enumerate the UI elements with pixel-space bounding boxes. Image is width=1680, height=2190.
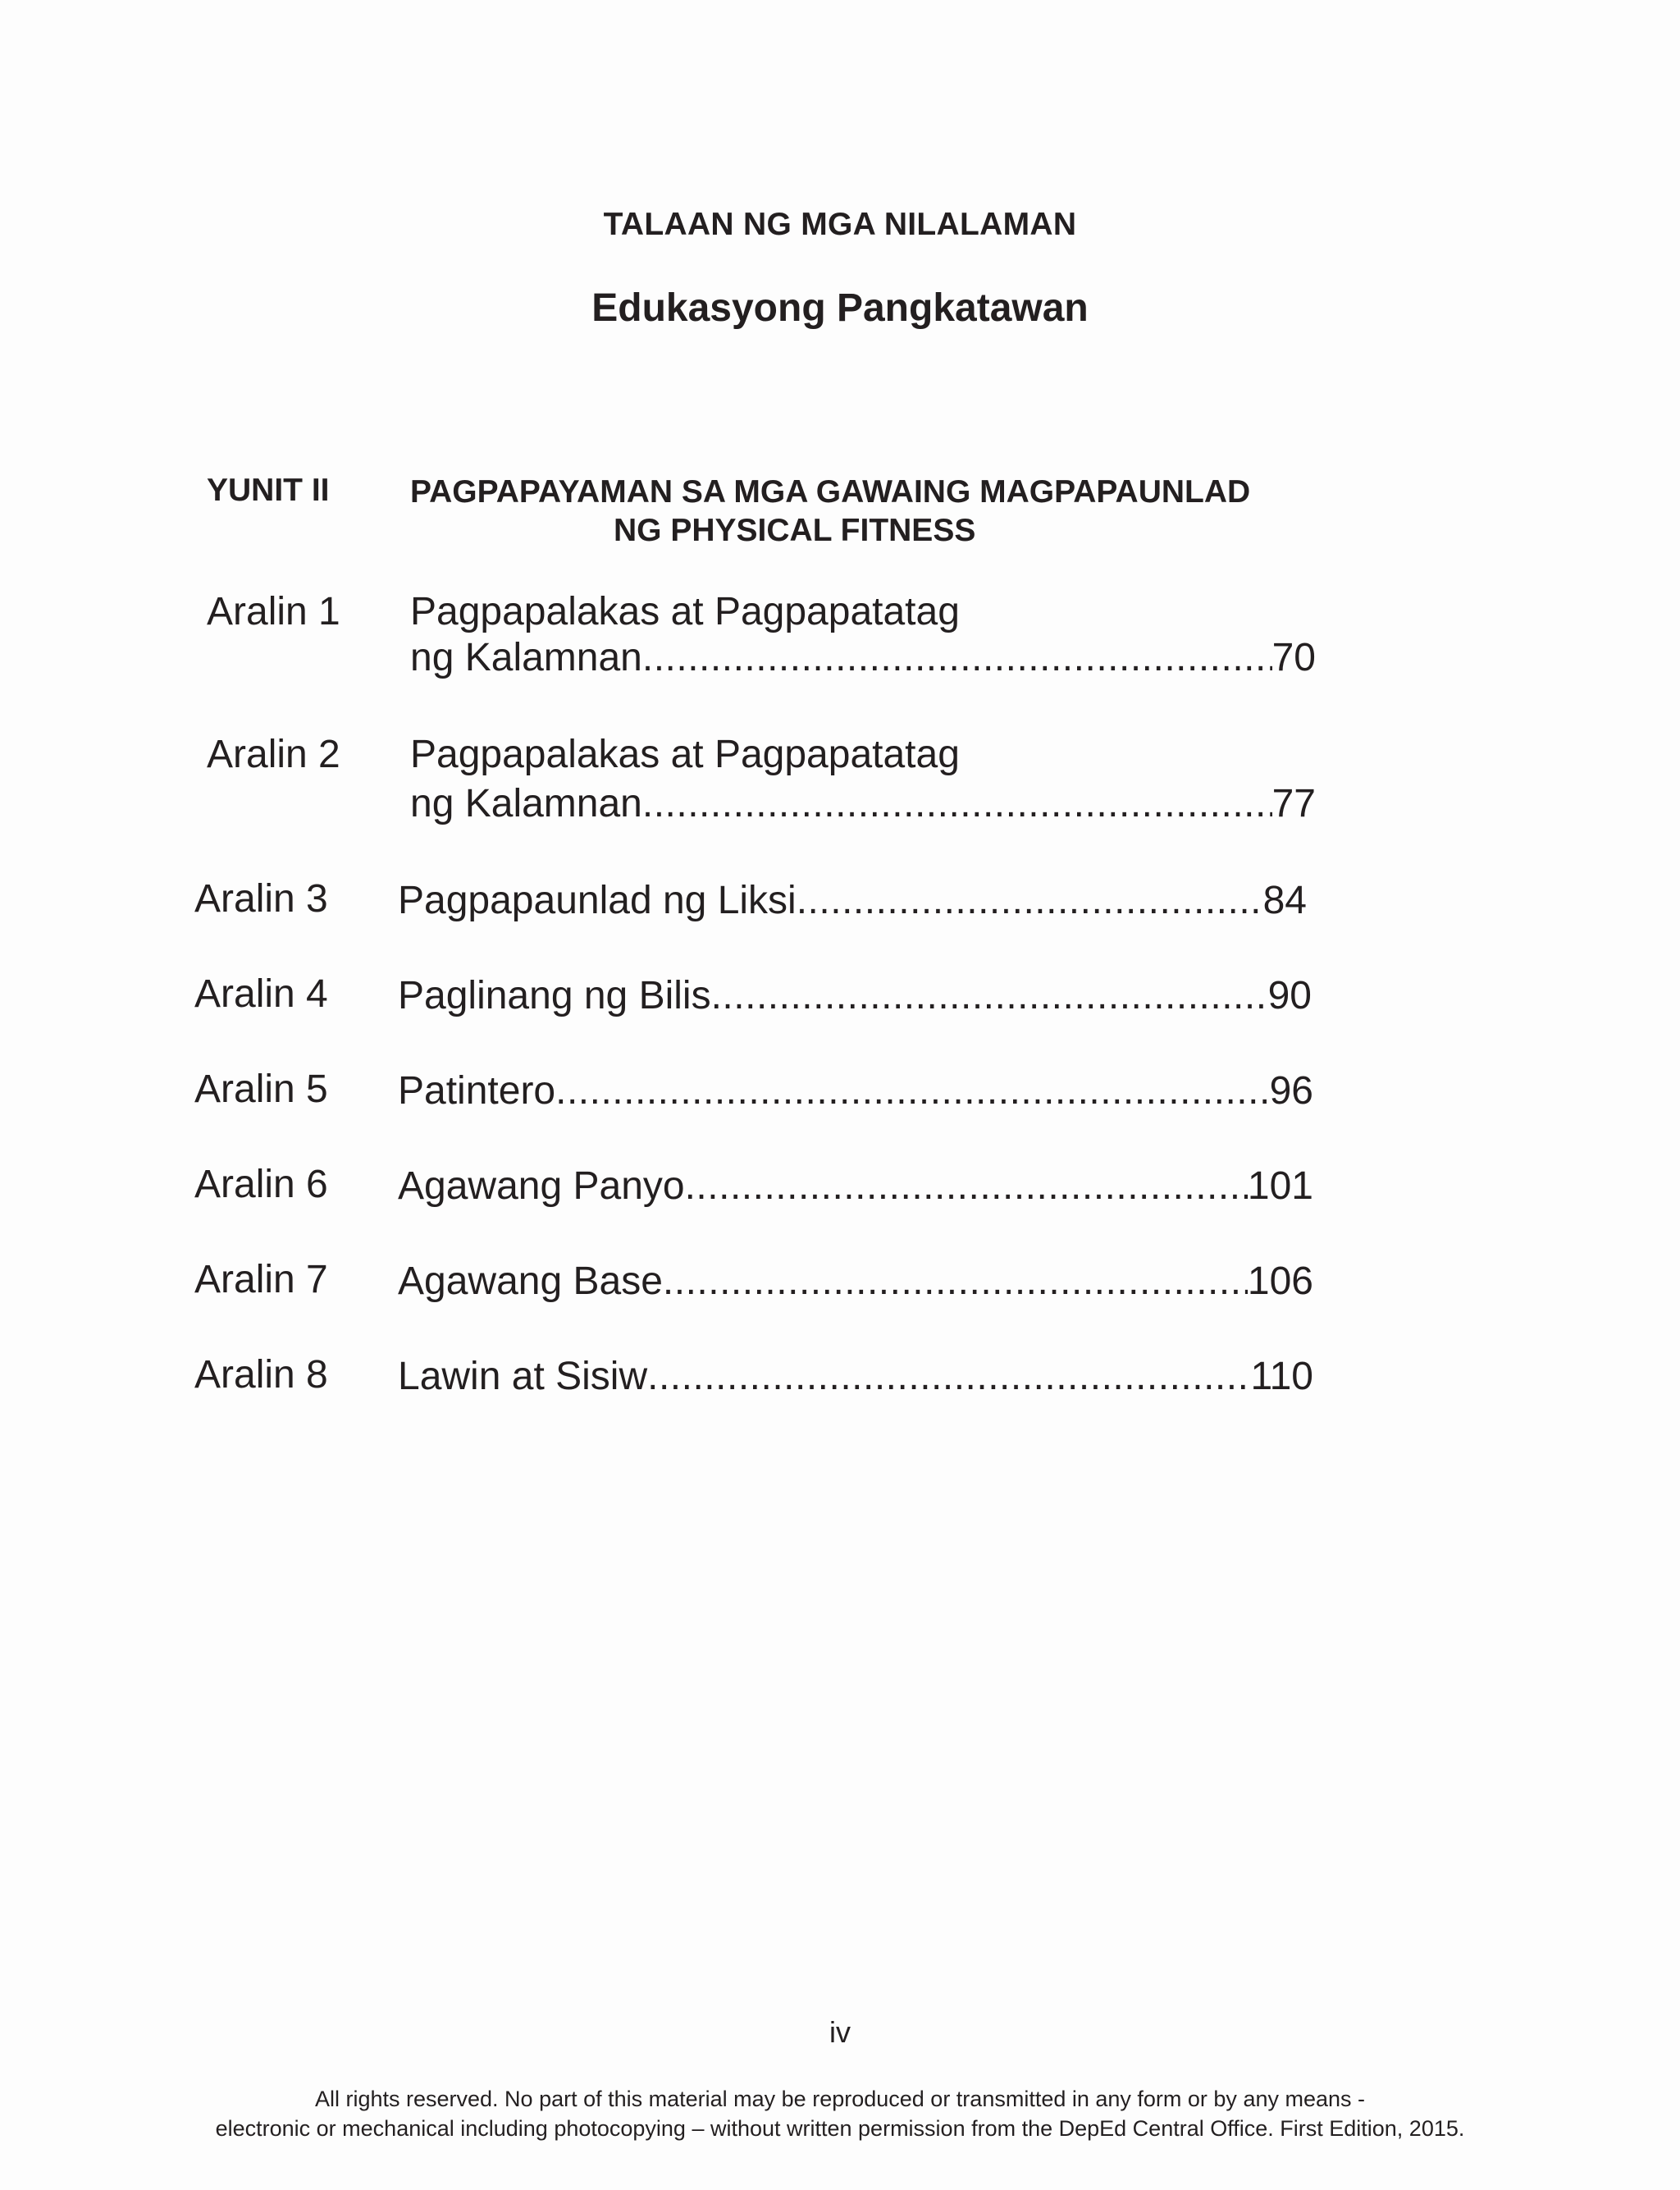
aralin-1-page: 70 — [1271, 636, 1316, 679]
aralin-8-title: Lawin at Sisiw — [398, 1355, 648, 1398]
toc-entry-aralin-7[interactable] — [398, 1257, 1313, 1306]
dot-leader — [711, 972, 1268, 1021]
toc-entry-aralin-1[interactable] — [410, 633, 1316, 683]
aralin-3-label: Aralin 3 — [194, 877, 328, 921]
copyright-line-2: electronic or mechanical including photocopying – without written permission from the DepEd Central Office. First Edition, 2015. — [215, 2116, 1465, 2141]
toc-entry-aralin-6[interactable] — [398, 1162, 1313, 1211]
dot-leader — [685, 1162, 1248, 1211]
toc-entry-aralin-4[interactable] — [398, 972, 1312, 1021]
aralin-7-label: Aralin 7 — [194, 1258, 328, 1301]
aralin-7-page: 106 — [1247, 1260, 1313, 1303]
unit-label: YUNIT II — [207, 473, 330, 508]
aralin-4-label: Aralin 4 — [194, 972, 328, 1016]
toc-title: TALAAN NG MGA NILALAMAN — [603, 207, 1077, 242]
aralin-3-page: 84 — [1262, 879, 1307, 922]
unit-title-line1: PAGPAPAYAMAN SA MGA GAWAING MAGPAPAUNLAD — [410, 474, 1251, 510]
dot-leader — [797, 876, 1263, 926]
dot-leader — [555, 1067, 1269, 1116]
page-number: iv — [829, 2015, 851, 2049]
aralin-6-label: Aralin 6 — [194, 1163, 328, 1206]
aralin-2-title-line2: ng Kalamnan — [410, 782, 642, 825]
aralin-1-title-line1: Pagpapalakas at Pagpapatatag — [410, 590, 960, 633]
aralin-5-page: 96 — [1269, 1069, 1313, 1113]
dot-leader — [647, 1352, 1250, 1401]
aralin-2-page: 77 — [1271, 782, 1316, 825]
aralin-1-label: Aralin 1 — [207, 590, 340, 633]
toc-entry-aralin-8[interactable] — [398, 1352, 1313, 1401]
unit-title-line2: NG PHYSICAL FITNESS — [614, 513, 976, 548]
aralin-8-page: 110 — [1250, 1355, 1313, 1398]
aralin-1-title-line2: ng Kalamnan — [410, 636, 642, 679]
dot-leader — [642, 780, 1272, 829]
unit-title — [410, 473, 1250, 550]
dot-leader — [642, 633, 1272, 683]
aralin-4-page: 90 — [1267, 974, 1312, 1017]
toc-entry-aralin-2[interactable] — [410, 780, 1316, 829]
copyright-line-1: All rights reserved. No part of this material may be reproduced or transmitted in any form or by any means - — [314, 2087, 1366, 2111]
aralin-6-title: Agawang Panyo — [398, 1164, 685, 1208]
toc-entry-aralin-5[interactable] — [398, 1067, 1313, 1116]
subject-title: Edukasyong Pangkatawan — [591, 286, 1089, 330]
toc-entry-aralin-3[interactable] — [398, 876, 1307, 926]
aralin-6-page: 101 — [1247, 1164, 1313, 1208]
aralin-8-label: Aralin 8 — [194, 1353, 328, 1397]
aralin-2-label: Aralin 2 — [207, 733, 340, 776]
aralin-3-title: Pagpapaunlad ng Liksi — [398, 879, 797, 922]
aralin-2-title-line1: Pagpapalakas at Pagpapatatag — [410, 733, 960, 776]
aralin-4-title: Paglinang ng Bilis — [398, 974, 711, 1017]
copyright-notice — [0, 2084, 1680, 2143]
aralin-5-title: Patintero — [398, 1069, 556, 1113]
aralin-7-title: Agawang Base — [398, 1260, 663, 1303]
aralin-5-label: Aralin 5 — [194, 1068, 328, 1111]
dot-leader — [663, 1257, 1248, 1306]
